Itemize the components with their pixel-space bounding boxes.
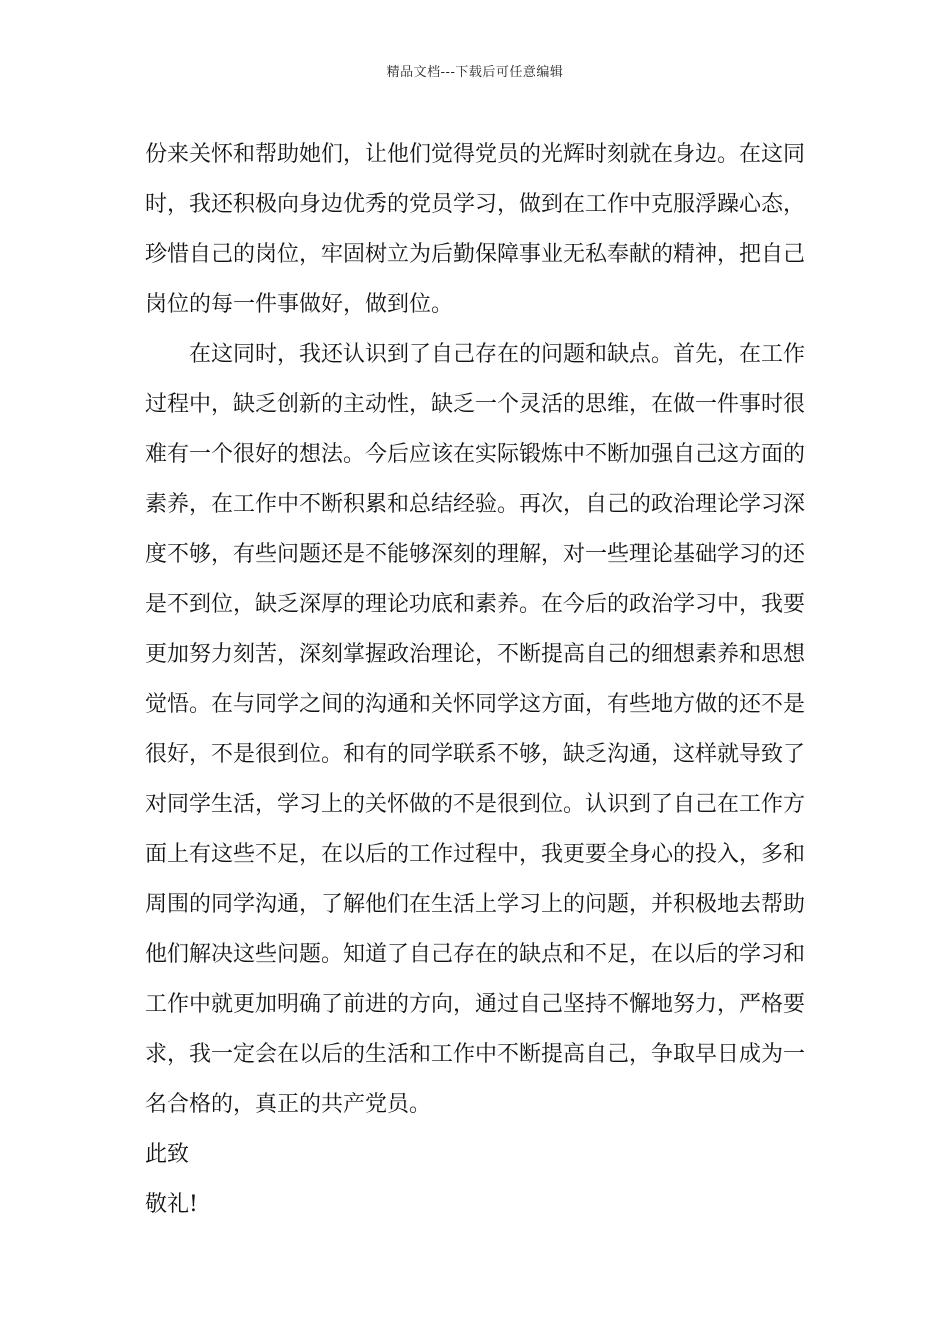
paragraph-self-reflection: 在这同时，我还认识到了自己存在的问题和缺点。首先，在工作过程中，缺乏创新的主动性，缺乏一个灵活的思维，在做一件事时很难有一个很好的想法。今后应该在实际锻炼中不断加强自己这方面的素养，在工作中不断积累和总结经验。再次，自己的政治理论学习深度不够，有些问题还是不能够深刻的理解，对一些理论基础学习的还是不到位，缺乏深厚的理论功底和素养。在今后的政治学习中，我要更加努力刻苦，深刻掌握政治理论，不断提高自己的细想素养和思想觉悟。在与同学之间的沟通和关怀同学这方面，有些地方做的还不是很好，不是很到位。和有的同学联系不够，缺乏沟通，这样就导致了对同学生活，学习上的关怀做的不是很到位。认识到了自己在工作方面上有这些不足，在以后的工作过程中，我更要全身心的投入，多和周围的同学沟通，了解他们在生活上学习上的问题，并积极地去帮助他们解决这些问题。知道了自己存在的缺点和不足，在以后的学习和工作中就更加明确了前进的方向，通过自己坚持不懈地努力，严格要求，我一定会在以后的生活和工作中不断提高自己，争取早日成为一名合格的，真正的共产党员。 [145, 342, 806, 1117]
closing-regards: 敬礼! [145, 1192, 198, 1217]
closing-salutation: 此致 [145, 1142, 190, 1167]
paragraph-continuation: 份来关怀和帮助她们，让他们觉得党员的光辉时刻就在身边。在这同时，我还积极向身边优秀的党员学习，做到在工作中克服浮躁心态，珍惜自己的岗位，牢固树立为后勤保障事业无私奉献的精神，把自己岗位的每一件事做好，做到位。 [145, 142, 806, 317]
page-header: 精品文档---下载后可任意编辑 [386, 65, 564, 80]
document-body [145, 130, 805, 1230]
